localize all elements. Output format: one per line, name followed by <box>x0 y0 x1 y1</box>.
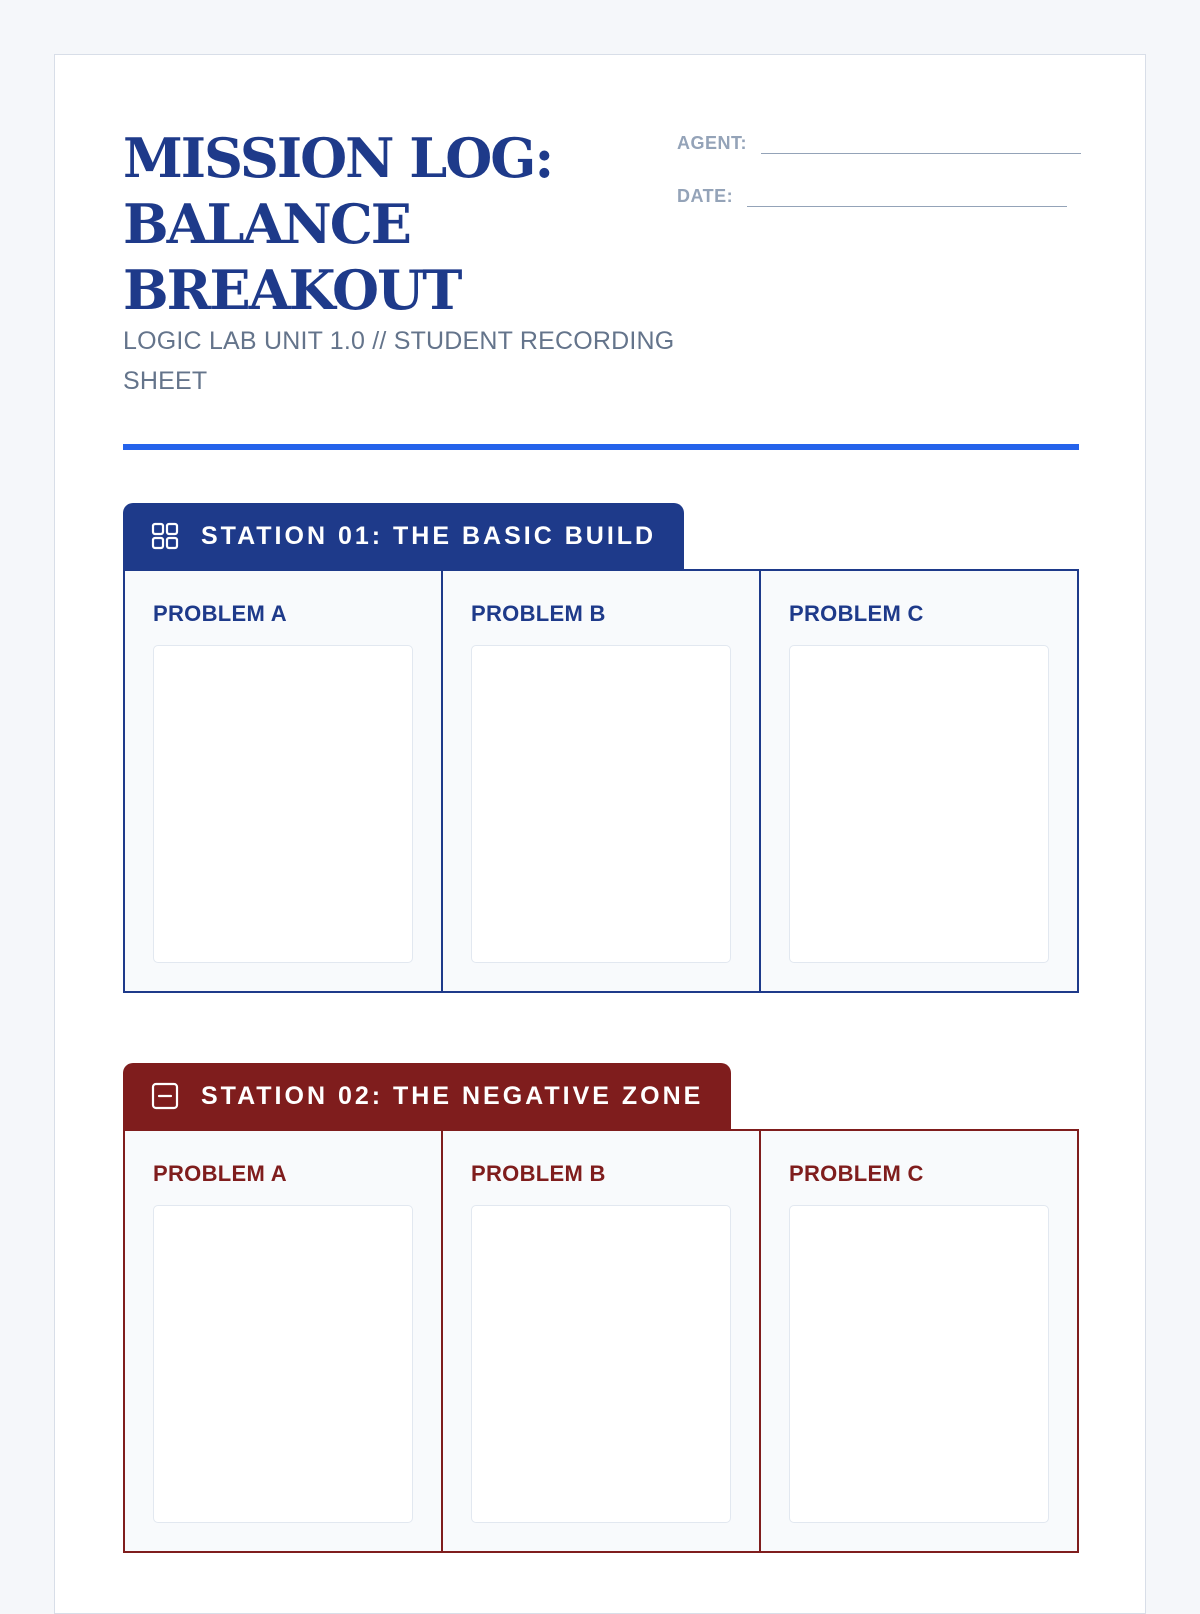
worksheet-page <box>54 54 1146 1614</box>
header-divider <box>123 444 1079 450</box>
problem-label: PROBLEM A <box>153 601 287 626</box>
date-input-line[interactable] <box>747 184 1067 207</box>
page-title <box>123 125 552 323</box>
answer-box[interactable] <box>153 645 413 963</box>
problem-label: PROBLEM B <box>471 1161 606 1186</box>
station-01-problem-a <box>125 571 443 991</box>
station-01-problem-c <box>761 571 1077 991</box>
agent-field <box>677 131 1081 154</box>
station-01-title: STATION 01: THE BASIC BUILD <box>201 521 657 550</box>
page-title-line-2: BALANCE <box>123 192 410 256</box>
station-02-problem-b <box>443 1131 761 1551</box>
station-01-grid <box>123 569 1079 993</box>
answer-box[interactable] <box>789 1205 1049 1523</box>
answer-box[interactable] <box>153 1205 413 1523</box>
station-02-tab <box>123 1063 731 1129</box>
problem-label: PROBLEM A <box>153 1161 287 1186</box>
agent-input-line[interactable] <box>761 131 1081 154</box>
station-01-problem-b <box>443 571 761 991</box>
station-02 <box>123 1063 1079 1553</box>
date-field <box>677 184 1067 207</box>
station-02-problem-c <box>761 1131 1077 1551</box>
problem-label: PROBLEM C <box>789 601 924 626</box>
page-subtitle: LOGIC LAB UNIT 1.0 // STUDENT RECORDING SHEET <box>123 327 675 395</box>
problem-label: PROBLEM C <box>789 1161 924 1186</box>
agent-label: AGENT: <box>677 133 747 153</box>
station-02-problem-a <box>125 1131 443 1551</box>
station-01-tab <box>123 503 684 569</box>
station-01 <box>123 503 1079 993</box>
answer-box[interactable] <box>471 1205 731 1523</box>
answer-box[interactable] <box>471 645 731 963</box>
grid-icon <box>151 522 179 550</box>
problem-label: PROBLEM B <box>471 601 606 626</box>
answer-box[interactable] <box>789 645 1049 963</box>
minus-square-icon <box>151 1082 179 1110</box>
page-title-line-1: MISSION LOG: <box>123 126 553 190</box>
station-02-grid <box>123 1129 1079 1553</box>
date-label: DATE: <box>677 186 734 206</box>
station-02-title: STATION 02: THE NEGATIVE ZONE <box>201 1081 704 1110</box>
page-title-line-3: BREAKOUT <box>123 258 461 322</box>
